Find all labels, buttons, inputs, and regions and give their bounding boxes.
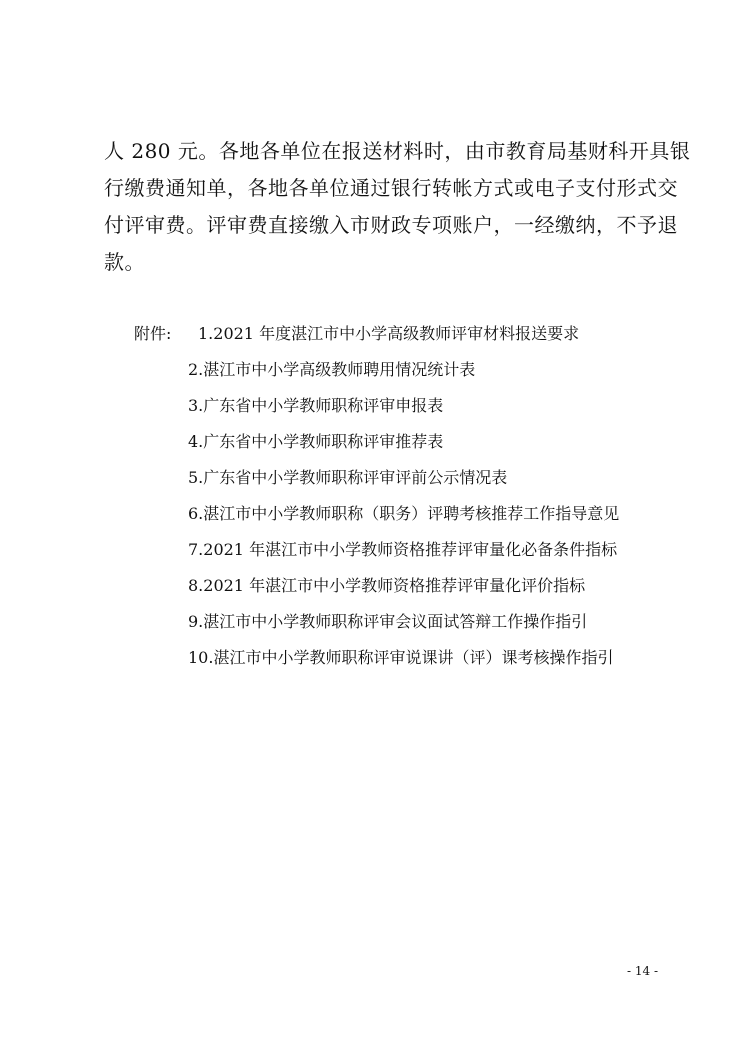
body-paragraph [104, 133, 691, 281]
page-number: - 14 - [626, 964, 658, 978]
attachment-item: 7.2021 年湛江市中小学教师资格推荐评审量化必备条件指标 [188, 540, 618, 559]
paragraph-line: 付评审费。评审费直接缴入市财政专项账户，一经缴纳，不予退 [104, 213, 678, 237]
attachments-label: 附件: [134, 324, 172, 343]
attachment-item: 1.2021 年度湛江市中小学高级教师评审材料报送要求 [198, 324, 580, 343]
attachment-item: 10.湛江市中小学教师职称评审说课讲（评）课考核操作指引 [188, 648, 614, 667]
attachments-list [180, 322, 619, 682]
attachment-item: 5.广东省中小学教师职称评审评前公示情况表 [188, 468, 508, 487]
paragraph-line: 款。 [104, 250, 145, 274]
attachment-item: 4.广东省中小学教师职称评审推荐表 [188, 432, 444, 451]
attachment-item: 2.湛江市中小学高级教师聘用情况统计表 [188, 360, 476, 379]
paragraph-line: 行缴费通知单，各地各单位通过银行转帐方式或电子支付形式交 [104, 176, 678, 200]
attachment-item: 9.湛江市中小学教师职称评审会议面试答辩工作操作指引 [188, 612, 588, 631]
attachment-item: 8.2021 年湛江市中小学教师资格推荐评审量化评价指标 [188, 576, 586, 595]
attachment-item: 6.湛江市中小学教师职称（职务）评聘考核推荐工作指导意见 [188, 504, 620, 523]
paragraph-line: 人 280 元。各地各单位在报送材料时，由市教育局基财科开具银 [104, 139, 691, 163]
attachment-item: 3.广东省中小学教师职称评审申报表 [188, 396, 444, 415]
